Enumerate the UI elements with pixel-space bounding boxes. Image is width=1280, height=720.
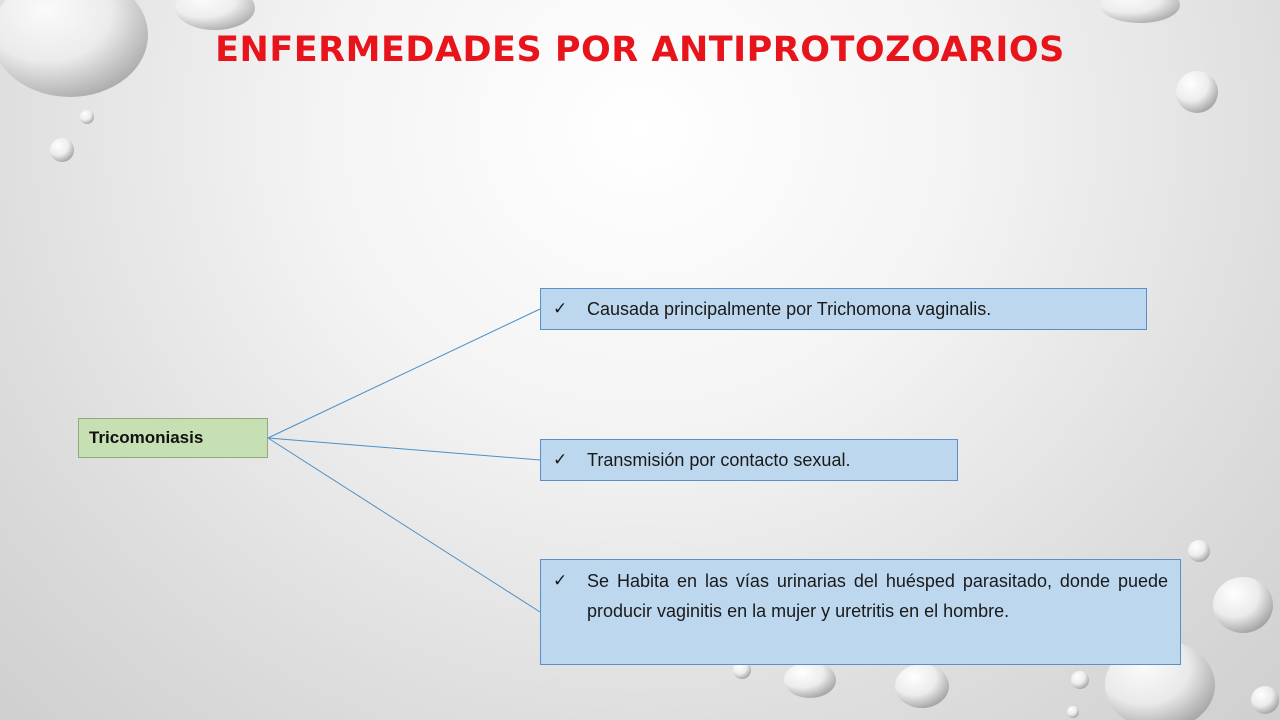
connector-line bbox=[268, 438, 540, 460]
branch-text: Transmisión por contacto sexual. bbox=[587, 450, 851, 470]
connector-line bbox=[268, 438, 540, 612]
root-node-tricomoniasis: Tricomoniasis bbox=[78, 418, 268, 458]
connector-line bbox=[268, 309, 540, 438]
checkmark-icon: ✓ bbox=[553, 571, 568, 591]
slide-title: ENFERMEDADES POR ANTIPROTOZOARIOS bbox=[215, 30, 1065, 70]
checkmark-icon: ✓ bbox=[553, 450, 568, 470]
branch-text: Se Habita en las vías urinarias del huésped parasitado, donde puede producir vaginitis en la mujer y uretritis en el hombre. bbox=[587, 571, 1168, 621]
branch-node-habitat bbox=[540, 559, 1181, 665]
branch-node-cause bbox=[540, 288, 1147, 330]
checkmark-icon: ✓ bbox=[553, 299, 568, 319]
branch-text: Causada principalmente por Trichomona vaginalis. bbox=[587, 299, 992, 319]
branch-node-transmission bbox=[540, 439, 958, 481]
